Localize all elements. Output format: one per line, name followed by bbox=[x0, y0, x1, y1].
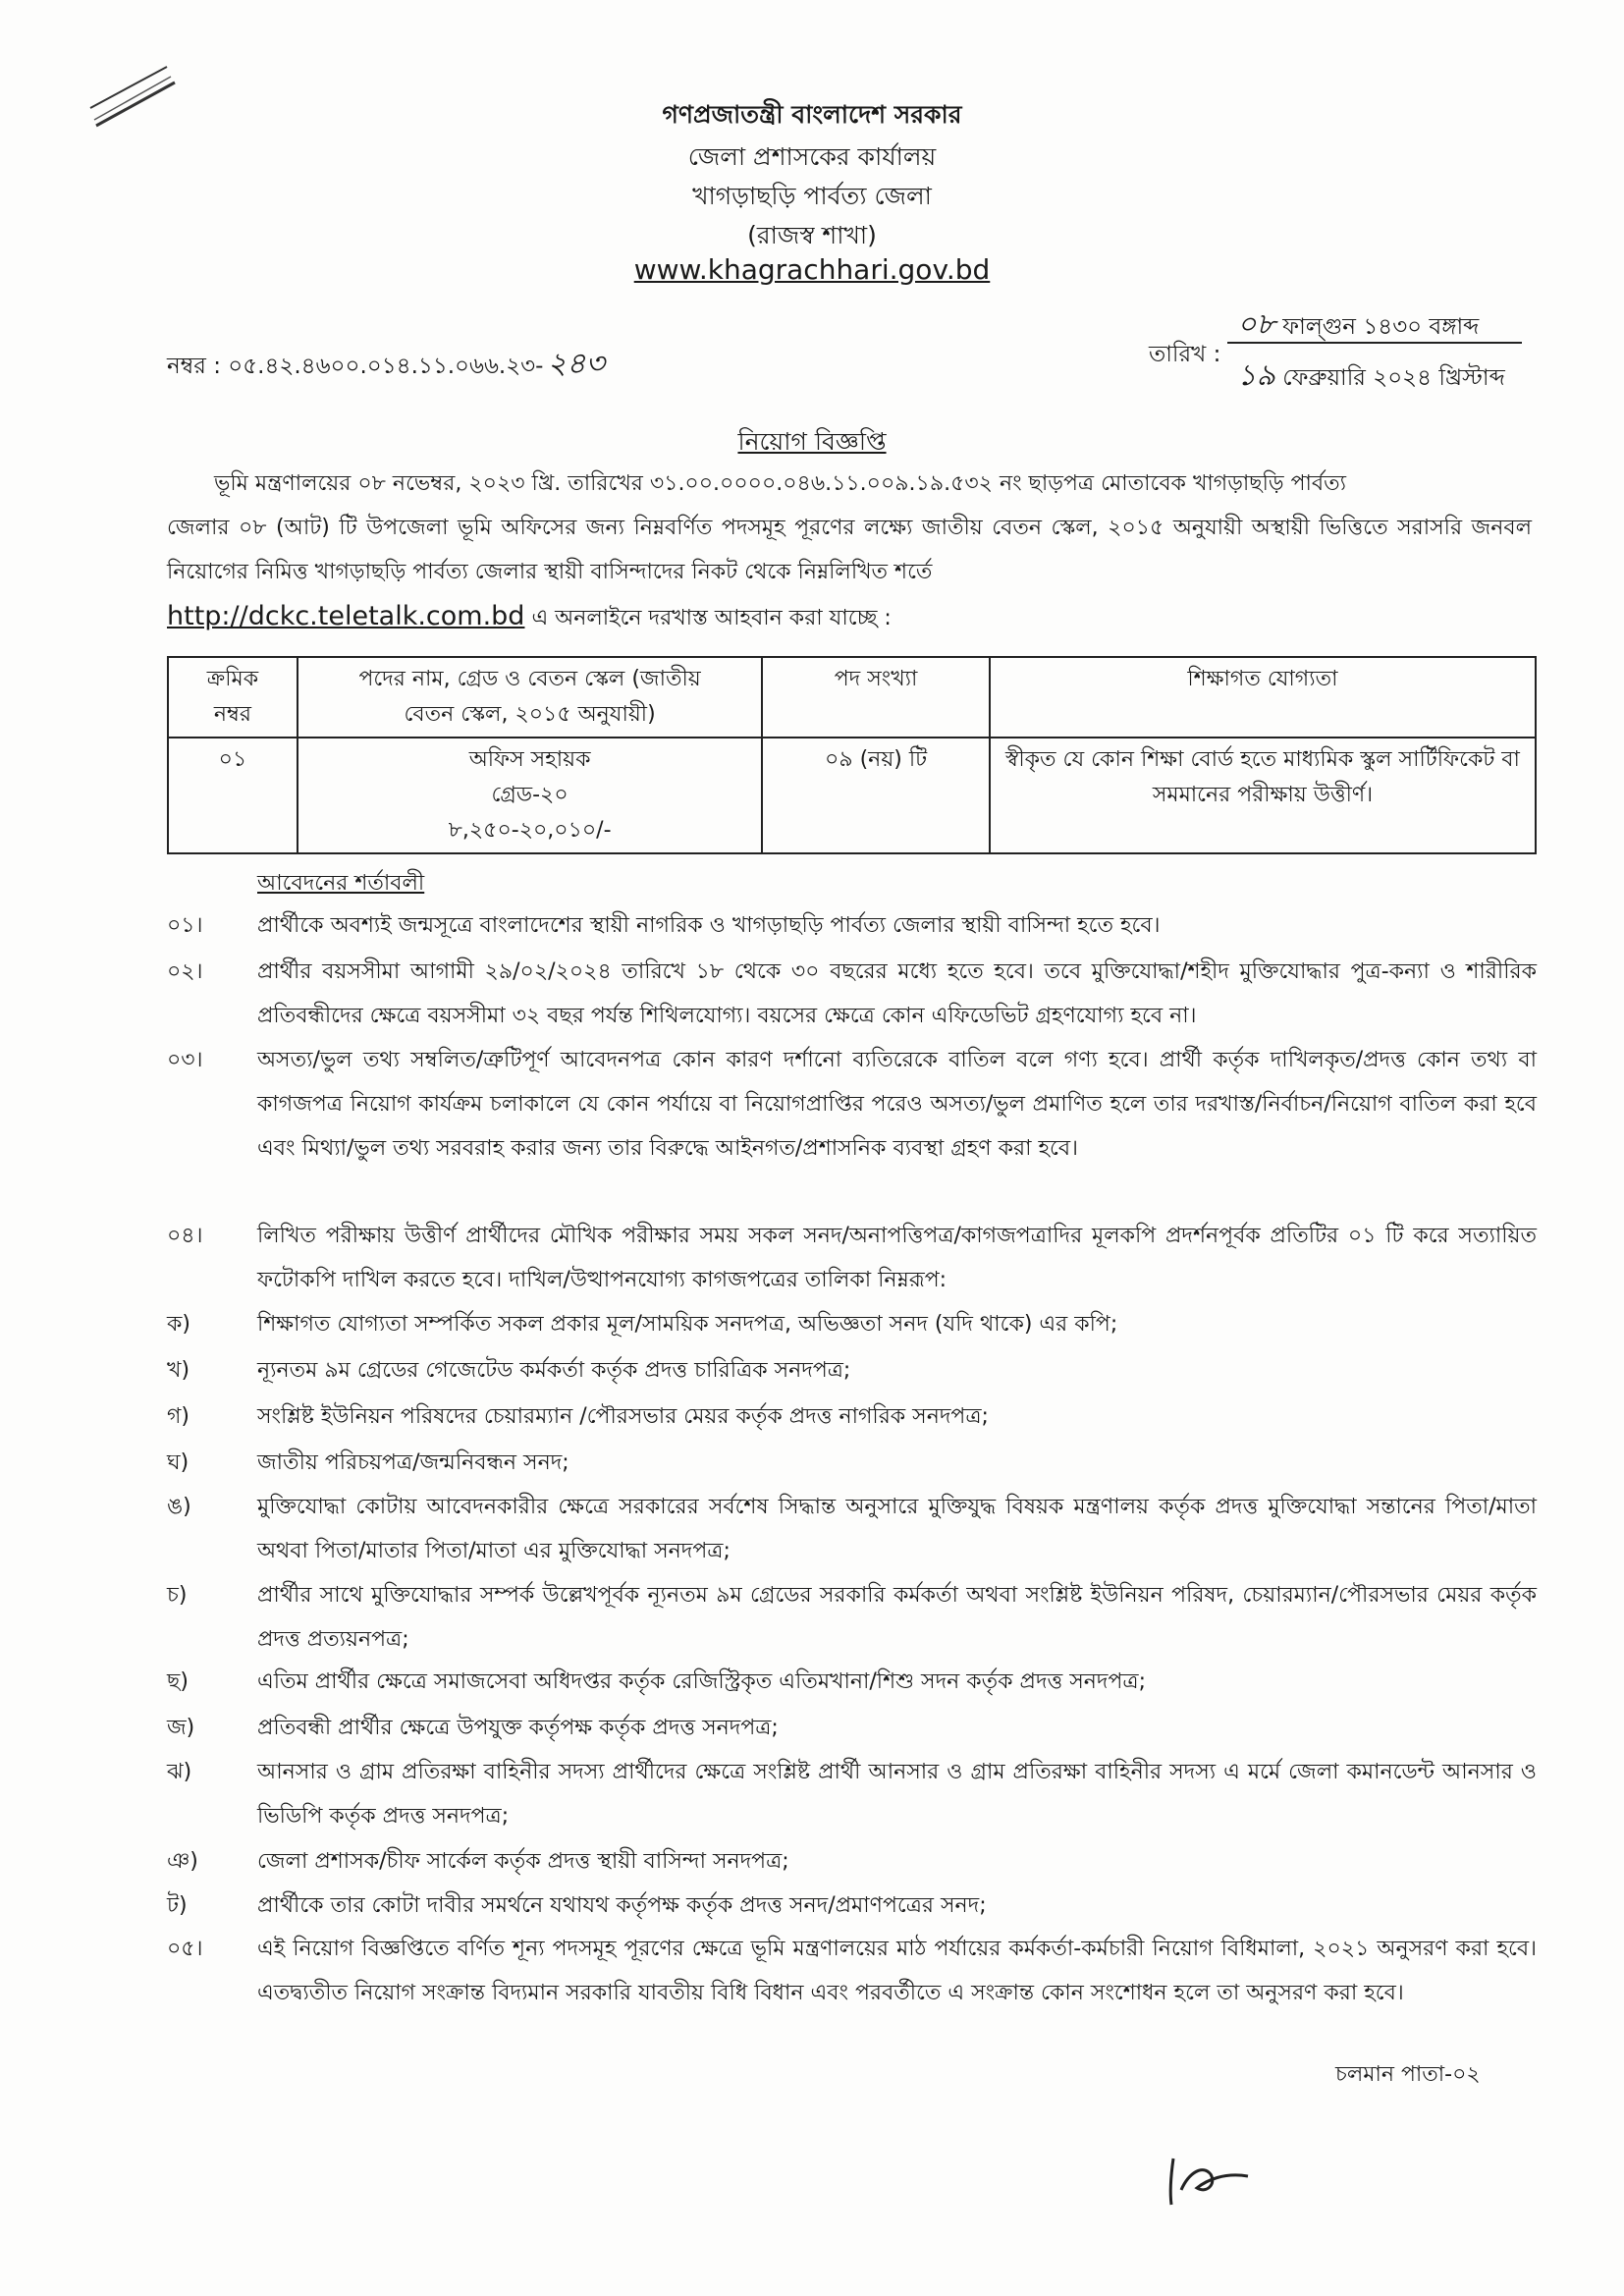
condition-text: ন্যূনতম ৯ম গ্রেডের গেজেটেড কর্মকর্তা কর্তৃক প্রদত্ত চারিত্রিক সনদপত্র; bbox=[257, 1358, 851, 1383]
date-label: তারিখ : bbox=[1149, 342, 1221, 367]
condition-item bbox=[167, 903, 1537, 948]
condition-number: জ) bbox=[167, 1716, 195, 1740]
condition-number: গ) bbox=[167, 1404, 190, 1429]
condition-text: সংশ্লিষ্ট ইউনিয়ন পরিষদের চেয়ারম্যান /পৌরসভার মেয়র কর্তৃক প্রদত্ত নাগরিক সনদপত্র; bbox=[257, 1404, 989, 1429]
header-qualification: শিক্ষাগত যোগ্যতা bbox=[990, 657, 1536, 738]
application-url[interactable]: http://dckc.teletalk.com.bd bbox=[167, 601, 525, 631]
table-row bbox=[168, 738, 1536, 853]
memo-number bbox=[167, 340, 605, 390]
condition-text: জেলা প্রশাসক/চীফ সার্কেল কর্তৃক প্রদত্ত স্থায়ী বাসিন্দা সনদপত্র; bbox=[257, 1849, 789, 1874]
post-name: অফিস সহায়ক bbox=[468, 747, 591, 772]
condition-item bbox=[167, 1394, 1537, 1439]
condition-number: ছ) bbox=[167, 1669, 189, 1694]
memo-handwritten-number: ২৪৩ bbox=[547, 347, 605, 381]
condition-text: প্রার্থীকে অবশ্যই জন্মসূত্রে বাংলাদেশের স্থায়ী নাগরিক ও খাগড়াছড়ি পার্বত্য জেলার স্থায়ী বাসিন্দা হতে হবে। bbox=[257, 913, 1161, 938]
condition-number: চ) bbox=[167, 1583, 188, 1608]
condition-item bbox=[167, 1706, 1537, 1750]
website-link[interactable]: www.khagrachhari.gov.bd bbox=[633, 253, 991, 286]
cell-count: ০৯ (নয়) টি bbox=[762, 738, 990, 853]
condition-text: লিখিত পরীক্ষায় উত্তীর্ণ প্রার্থীদের মৌখিক পরীক্ষার সময় সকল সনদ/অনাপত্তিপত্র/কাগজপত্রাদির মূলকপি প্রদর্শনপূর্বক প্রতিটির ০১ টি করে সত্যায়িত ফটোকপি দাখিল করতে হবে। দাখিল/উত্থাপনযোগ্য কাগজপত্রের তালিকা নিম্নরূপ: bbox=[257, 1224, 1537, 1292]
english-date bbox=[1237, 352, 1505, 402]
cell-post bbox=[298, 738, 762, 853]
condition-number: ০১। bbox=[167, 913, 203, 938]
condition-item bbox=[167, 1214, 1537, 1302]
condition-number: ঙ) bbox=[167, 1495, 191, 1519]
govt-name: গণপ্রজাতন্ত্রী বাংলাদেশ সরকার bbox=[662, 100, 962, 129]
english-date-day: ১৯ bbox=[1237, 358, 1275, 393]
cell-qualification: স্বীকৃত যে কোন শিক্ষা বোর্ড হতে মাধ্যমিক স্কুল সার্টিফিকেট বা সমমানের পরীক্ষায় উত্তীর্ণ। bbox=[990, 738, 1536, 853]
condition-item bbox=[167, 1302, 1537, 1346]
condition-number: ০৪। bbox=[167, 1224, 203, 1248]
header-serial: ক্রমিক নম্বর bbox=[168, 657, 298, 738]
office-name: জেলা প্রশাসকের কার্যালয় bbox=[687, 142, 937, 171]
condition-number: ঞ) bbox=[167, 1849, 198, 1874]
condition-text: প্রতিবন্ধী প্রার্থীর ক্ষেত্রে উপযুক্ত কর্তৃপক্ষ কর্তৃক প্রদত্ত সনদপত্র; bbox=[257, 1716, 779, 1740]
condition-text: শিক্ষাগত যোগ্যতা সম্পর্কিত সকল প্রকার মূল/সাময়িক সনদপত্র, অভিজ্ঞতা সনদ (যদি থাকে) এর কপি; bbox=[257, 1312, 1118, 1337]
intro-paragraph bbox=[167, 462, 1532, 640]
condition-item bbox=[167, 1750, 1537, 1838]
bangla-date-rest: ফাল্গুন ১৪৩০ বঙ্গাব্দ bbox=[1274, 314, 1480, 340]
table-header-row bbox=[168, 657, 1536, 738]
condition-item bbox=[167, 1884, 1537, 1928]
condition-number: ঘ) bbox=[167, 1450, 189, 1475]
condition-number: ট) bbox=[167, 1893, 188, 1918]
post-scale: ৮,২৫০-২০,০১০/- bbox=[448, 818, 612, 843]
condition-text: প্রার্থীর বয়সসীমা আগামী ২৯/০২/২০২৪ তারিখে ১৮ থেকে ৩০ বছরের মধ্যে হতে হবে। তবে মুক্তিযোদ্ধা/শহীদ মুক্তিযোদ্ধার পুত্র-কন্যা ও শারীরিক প্রতিবন্ধীদের ক্ষেত্রে বয়সসীমা ৩২ বছর পর্যন্ত শিথিলযোগ্য। বয়সের ক্ষেত্রে কোন এফিডেভিট গ্রহণযোগ্য হবে না। bbox=[257, 959, 1537, 1028]
intro-line-1: ভূমি মন্ত্রণালয়ের ০৮ নভেম্বর, ২০২৩ খ্রি. তারিখের ৩১.০০.০০০০.০৪৬.১১.০০৯.১৯.৫৩২ নং ছাড়পত্র মোতাবেক খাগড়াছড়ি পার্বত্য bbox=[214, 471, 1347, 496]
condition-text: এই নিয়োগ বিজ্ঞপ্তিতে বর্ণিত শূন্য পদসমূহ পূরণের ক্ষেত্রে ভূমি মন্ত্রণালয়ের মাঠ পর্যায়ের কর্মকর্তা-কর্মচারী নিয়োগ বিধিমালা, ২০২১ অনুসরণ করা হবে। এতদ্ব্যতীত নিয়োগ সংক্রান্ত বিদ্যমান সরকারি যাবতীয় বিধি বিধান এবং পরবর্তীতে এ সংক্রান্ত কোন সংশোধন হলে তা অনুসরণ করা হবে। bbox=[257, 1937, 1537, 2005]
condition-text: আনসার ও গ্রাম প্রতিরক্ষা বাহিনীর সদস্য প্রার্থীদের ক্ষেত্রে সংশ্লিষ্ট প্রার্থী আনসার ও গ্রাম প্রতিরক্ষা বাহিনীর সদস্য এ মর্মে জেলা কমানডেন্ট আনসার ও ভিডিপি কর্তৃক প্রদত্ত সনদপত্র; bbox=[257, 1760, 1537, 1829]
memo-prefix: নম্বর : ০৫.৪২.৪৬০০.০১৪.১১.০৬৬.২৩- bbox=[167, 354, 544, 379]
signature bbox=[1164, 2151, 1252, 2210]
cell-serial: ০১ bbox=[168, 738, 298, 853]
bangla-date-day: ০৮ bbox=[1237, 307, 1275, 342]
condition-item bbox=[167, 1839, 1537, 1884]
condition-item bbox=[167, 1038, 1537, 1171]
conditions-title: আবেদনের শর্তাবলী bbox=[257, 871, 425, 896]
condition-number: ঝ) bbox=[167, 1760, 192, 1784]
condition-number: ০৫। bbox=[167, 1937, 203, 1961]
condition-text: জাতীয় পরিচয়পত্র/জন্মনিবন্ধন সনদ; bbox=[257, 1450, 569, 1475]
condition-item bbox=[167, 1927, 1537, 2015]
condition-number: ০৩। bbox=[167, 1048, 203, 1072]
posts-table bbox=[167, 656, 1537, 854]
condition-item bbox=[167, 1573, 1537, 1662]
condition-item bbox=[167, 1660, 1537, 1704]
intro-body: জেলার ০৮ (আট) টি উপজেলা ভূমি অফিসের জন্য নিম্নবর্ণিত পদসমূহ পূরণের লক্ষ্যে জাতীয় বেতন স্কেল, ২০১৫ অনুযায়ী অস্থায়ী ভিত্তিতে সরাসরি জনবল নিয়োগের নিমিত্ত খাগড়াছড়ি পার্বত্য জেলার স্থায়ী বাসিন্দাদের নিকট থেকে নিম্নলিখিত শর্তে bbox=[167, 516, 1532, 584]
district-name: খাগড়াছড়ি পার্বত্য জেলা bbox=[692, 182, 932, 210]
english-date-rest: ফেব্রুয়ারি ২০২৪ খ্রিস্টাব্দ bbox=[1274, 365, 1505, 391]
condition-item bbox=[167, 1485, 1537, 1573]
condition-text: এতিম প্রার্থীর ক্ষেত্রে সমাজসেবা অধিদপ্তর কর্তৃক রেজিস্ট্রিকৃত এতিমখানা/শিশু সদন কর্তৃক প্রদত্ত সনদপত্র; bbox=[257, 1669, 1146, 1694]
condition-text: অসত্য/ভুল তথ্য সম্বলিত/ত্রুটিপূর্ণ আবেদনপত্র কোন কারণ দর্শানো ব্যতিরেকে বাতিল বলে গণ্য হবে। প্রার্থী কর্তৃক দাখিলকৃত/প্রদত্ত কোন তথ্য বা কাগজপত্র নিয়োগ কার্যক্রম চলাকালে যে কোন পর্যায়ে বা নিয়োগপ্রাপ্তির পরেও অসত্য/ভুল প্রমাণিত হলে তার দরখাস্ত/নির্বাচন/নিয়োগ বাতিল করা হবে এবং মিথ্যা/ভুল তথ্য সরবরাহ করার জন্য তার বিরুদ্ধে আইনগত/প্রশাসনিক ব্যবস্থা গ্রহণ করা হবে। bbox=[257, 1048, 1537, 1161]
post-grade: গ্রেড-২০ bbox=[491, 783, 568, 807]
condition-text: প্রার্থীকে তার কোটা দাবীর সমর্থনে যথাযথ কর্তৃপক্ষ কর্তৃক প্রদত্ত সনদ/প্রমাণপত্রের সনদ; bbox=[257, 1893, 987, 1918]
condition-number: ০২। bbox=[167, 959, 203, 984]
condition-number: ক) bbox=[167, 1312, 190, 1337]
date-divider bbox=[1227, 342, 1522, 344]
header-post: পদের নাম, গ্রেড ও বেতন স্কেল (জাতীয় বেতন স্কেল, ২০১৫ অনুযায়ী) bbox=[298, 657, 762, 738]
continued-page-note: চলমান পাতা-০২ bbox=[1335, 2062, 1481, 2087]
condition-item bbox=[167, 1441, 1537, 1485]
condition-text: মুক্তিযোদ্ধা কোটায় আবেদনকারীর ক্ষেত্রে সরকারের সর্বশেষ সিদ্ধান্ত অনুসারে মুক্তিযুদ্ধ বিষয়ক মন্ত্রণালয় কর্তৃক প্রদত্ত মুক্তিযোদ্ধা সন্তানের পিতা/মাতা অথবা পিতা/মাতার পিতা/মাতা এর মুক্তিযোদ্ধা সনদপত্র; bbox=[257, 1495, 1537, 1563]
header-count: পদ সংখ্যা bbox=[762, 657, 990, 738]
condition-text: প্রার্থীর সাথে মুক্তিযোদ্ধার সম্পর্ক উল্লেখপূর্বক ন্যূনতম ৯ম গ্রেডের সরকারি কর্মকর্তা অথবা সংশ্লিষ্ট ইউনিয়ন পরিষদ, চেয়ারম্যান/পৌরসভার মেয়র কর্তৃক প্রদত্ত প্রত্যয়নপত্র; bbox=[257, 1583, 1537, 1652]
condition-item bbox=[167, 1348, 1537, 1393]
condition-number: খ) bbox=[167, 1358, 190, 1383]
notice-title: নিয়োগ বিজ্ঞপ্তি bbox=[737, 427, 887, 456]
condition-item bbox=[167, 950, 1537, 1038]
branch-name: (রাজস্ব শাখা) bbox=[747, 221, 877, 249]
intro-tail: এ অনলাইনে দরখাস্ত আহবান করা যাচ্ছে : bbox=[524, 606, 892, 630]
